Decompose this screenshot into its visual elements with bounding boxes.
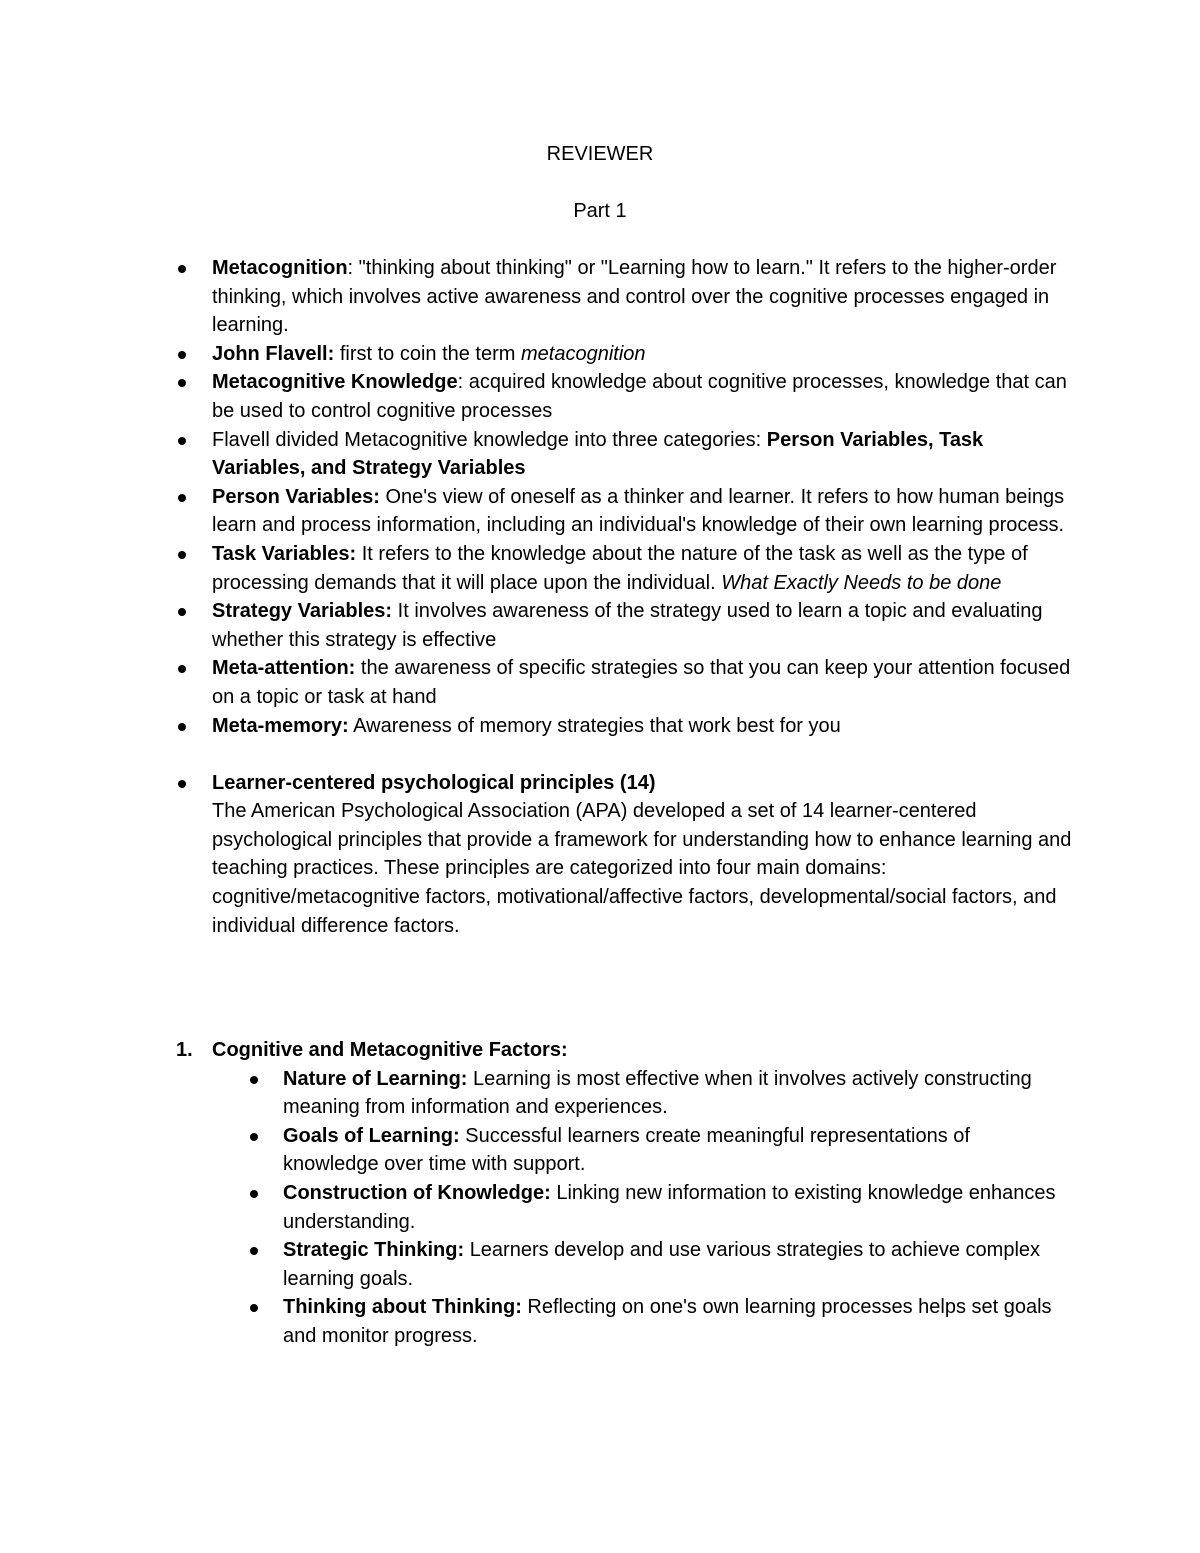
definition: the awareness of specific strategies so that you can keep your attention focused on a topic or task at hand (212, 657, 1071, 708)
italic-term: metacognition (520, 342, 646, 365)
list-item-thinking-about-thinking (283, 1293, 1063, 1350)
principles-heading: Learner-centered psychological principles (14) (212, 771, 656, 794)
bullet-dot (178, 723, 186, 731)
bullet-dot (178, 494, 186, 502)
term: Metacognition (212, 257, 348, 279)
definition: One's view of oneself as a thinker and learner. It refers to how human beings learn and process information, including an individual's knowledge of their own learning process. (212, 485, 1065, 537)
bullet-dot (250, 1133, 258, 1141)
bullet-dot (250, 1190, 258, 1198)
list-item-task-variables (212, 540, 1072, 597)
list-item-learner-centered-principles (212, 769, 1072, 941)
list-item-meta-attention (212, 654, 1072, 711)
term: Metacognitive Knowledge (212, 371, 458, 394)
bullet-dot (178, 780, 186, 788)
term: John Flavell: (212, 342, 335, 365)
bullet-dot (250, 1076, 258, 1084)
list-item-meta-memory (212, 712, 1072, 741)
list-item-strategy-variables (212, 597, 1072, 654)
spacer (212, 740, 1072, 769)
term: Person Variables, Task Variables, and Strategy Variables (212, 428, 984, 480)
definition: Reflecting on one's own learning processes helps set goals and monitor progress. (283, 1296, 1052, 1347)
document-title: REVIEWER (546, 143, 654, 165)
bullet-dot (178, 351, 186, 359)
term: Strategy Variables: (212, 600, 393, 623)
definition: Learners develop and use various strategies to achieve complex learning goals. (283, 1239, 1041, 1290)
definition: Awareness of memory strategies that work best for you (353, 714, 841, 737)
principles-paragraph: The American Psychological Association (APA) developed a set of 14 learner-centered psychological principles that provide a framework for understanding how to enhance learning and teaching practices. These principles are categorized into four main domains: cognitive/metacognitive factors, motivational/affective factors, developmental/social factors, and individual difference factors. (212, 800, 1072, 937)
bullet-dot (178, 551, 186, 559)
bullet-dot (178, 379, 186, 387)
section-title: Cognitive and Metacognitive Factors: (212, 1039, 568, 1061)
list-item-flavell-categories (212, 426, 1072, 483)
definition: Successful learners create meaningful representations of knowledge over time with support. (283, 1124, 970, 1176)
bullet-dot (250, 1304, 258, 1312)
list-item-metacognition: Metacognition: "thinking about thinking" or "Learning how to learn." It refers to the higher-order thinking, which involves active awareness and control over the cognitive processes engaged in learning. (212, 254, 1072, 340)
list-item-metacognitive-knowledge: Metacognitive Knowledge: acquired knowledge about cognitive processes, knowledge that can be used to control cognitive processes (212, 368, 1072, 425)
bullet-dot (178, 608, 186, 616)
part-heading: Part 1 (573, 200, 627, 222)
term: Meta-attention: (212, 657, 356, 680)
bullet-dot (250, 1247, 258, 1255)
term: Construction of Knowledge: (283, 1181, 551, 1204)
definition: Learning is most effective when it involves actively constructing meaning from information and experiences. (283, 1067, 1032, 1119)
list-item-construction-of-knowledge (283, 1179, 1063, 1236)
term: Nature of Learning: (283, 1067, 468, 1090)
term: Thinking about Thinking: (283, 1296, 522, 1319)
bullet-dot (178, 665, 186, 673)
term: Task Variables: (212, 542, 357, 565)
section-heading (176, 1036, 1076, 1065)
definitions-list (212, 254, 1072, 940)
term: Strategic Thinking: (283, 1239, 465, 1262)
definition: "thinking about thinking" or "Learning how to learn." It refers to the higher-order thinking, which involves active awareness and control over the cognitive processes engaged in learning. (212, 257, 1057, 337)
bullet-dot (178, 265, 186, 273)
term: Goals of Learning: (283, 1124, 460, 1147)
bullet-dot (178, 437, 186, 445)
section-1-list (283, 1065, 1063, 1351)
definition: Linking new information to existing knowledge enhances understanding. (283, 1181, 1056, 1233)
list-item-goals-of-learning (283, 1122, 1063, 1179)
term: Person Variables: (212, 485, 380, 508)
italic-term: What Exactly Needs to be done (721, 571, 1002, 594)
numbered-section-1 (176, 1036, 1076, 1351)
definition: It refers to the knowledge about the nature of the task as well as the type of processing demands that it will place upon the individual. (212, 542, 1028, 594)
definition: It involves awareness of the strategy used to learn a topic and evaluating whether this strategy is effective (212, 600, 1043, 651)
definition: first to coin the term (339, 342, 521, 365)
section-number: 1. (176, 1039, 193, 1061)
list-item-person-variables (212, 483, 1072, 540)
list-item-strategic-thinking (283, 1236, 1063, 1293)
list-item-john-flavell (212, 340, 1072, 369)
definition: Flavell divided Metacognitive knowledge into three categories: (212, 428, 767, 451)
definition: acquired knowledge about cognitive processes, knowledge that can be used to control cognitive processes (212, 371, 1067, 422)
list-item-nature-of-learning (283, 1065, 1063, 1122)
term: Meta-memory: (212, 714, 349, 737)
